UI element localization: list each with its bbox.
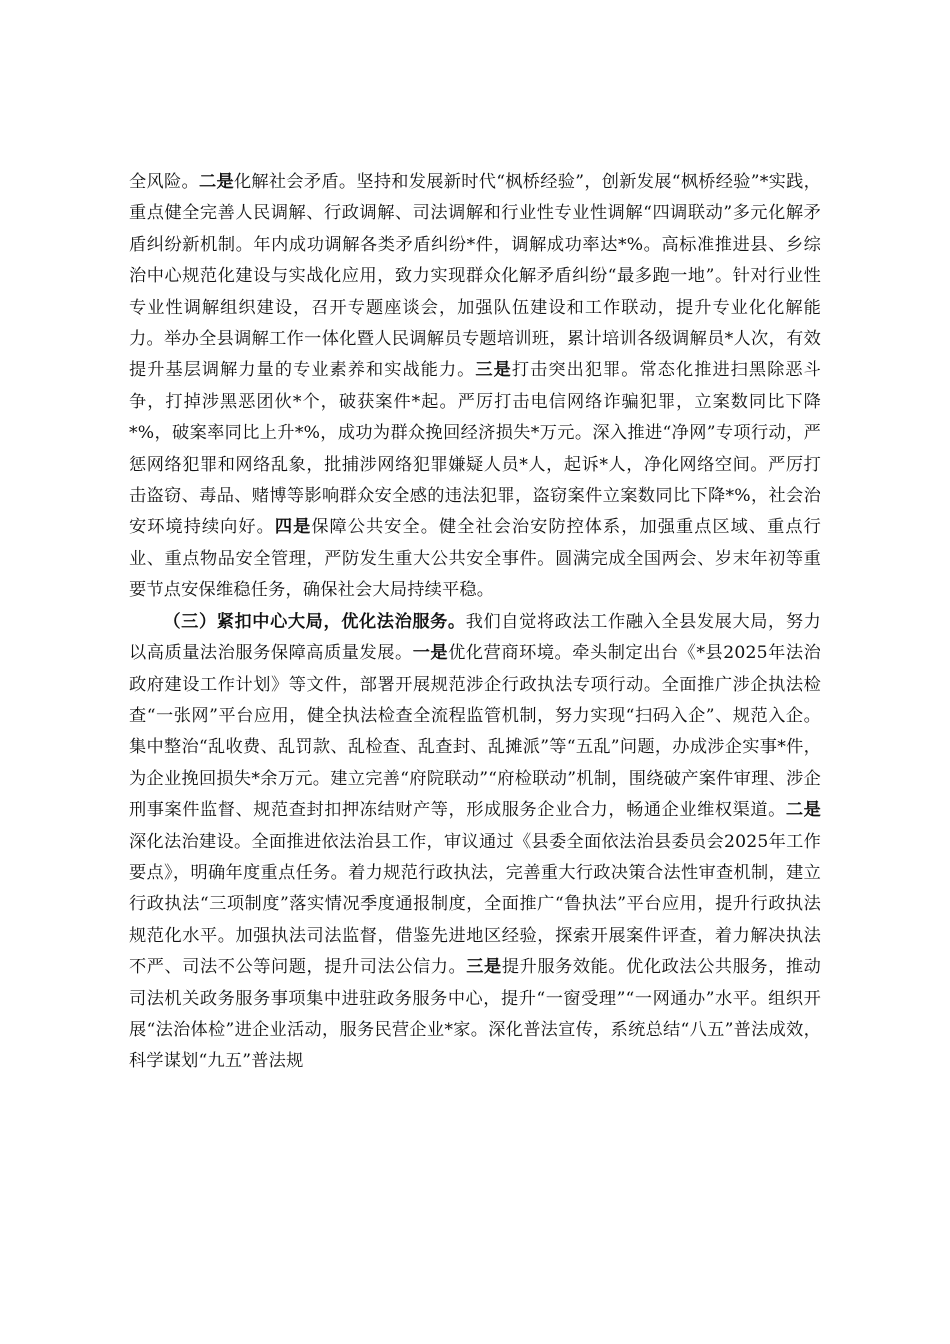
- text-run: 提升服务效能。优化政法公共服务，推动司法机关政务服务事项集中进驻政务服务中心，提升“一窗受理”“一网通办”水平。组织开展“法治体检”进企业活动，服务民营企业*家。深化普法宣传，系统总结“八五”普法成效，科学谋划“九五”普法规: [129, 957, 821, 1072]
- bold-marker-two: 二是: [198, 172, 234, 192]
- bold-marker-two: 二是: [785, 800, 821, 821]
- bold-marker-three: 三是: [466, 957, 502, 978]
- bold-marker-one: 一是: [412, 643, 449, 664]
- bold-marker-four: 四是: [274, 517, 312, 538]
- paragraph-legal-services: [129, 607, 821, 1078]
- text-run: 我们自觉将政法工作融入全县发展大局，努力以高质量法治服务保障高质量发展。: [129, 611, 821, 664]
- text-run: 保障公共安全。健全社会治安防控体系，加强重点区域、重点行业、重点物品安全管理，严防发生重大公共安全事件。圆满完成全国两会、岁末年初等重要节点安保维稳任务，确保社会大局持续平稳。: [129, 517, 821, 601]
- bold-marker-three: 三是: [475, 360, 512, 381]
- document-body: [129, 167, 821, 1078]
- text-run: 优化营商环境。牵头制定出台《*县2025年法治政府建设工作计划》等文件，部署开展规范涉企行政执法专项行动。全面推广涉企执法检查“一张网”平台应用，健全执法检查全流程监管机制，努力实现“扫码入企”、规范入企。集中整治“乱收费、乱罚款、乱检查、乱查封、乱摊派”等“五乱”问题，办成涉企实事*件，为企业挽回损失*余万元。建立完善“府院联动”“府检联动”机制，围绕破产案件审理、涉企刑事案件监督、规范查封扣押冻结财产等，形成服务企业合力，畅通企业维权渠道。: [129, 643, 822, 821]
- text-run: 深化法治建设。全面推进依法治县工作，审议通过《县委全面依法治县委员会2025年工作要点》，明确年度重点任务。着力规范行政执法，完善重大行政决策合法性审查机制，建立行政执法“三项制度”落实情况季度通报制度，全面推广“鲁执法”平台应用，提升行政执法规范化水平。加强执法司法监督，借鉴先进地区经验，探索开展案件评查，着力解决执法不严、司法不公等问题，提升司法公信力。: [129, 831, 821, 978]
- paragraph-risk-safety: [129, 167, 821, 607]
- text-run: 全风险。: [129, 172, 199, 192]
- text-run: 打击突出犯罪。常态化推进扫黑除恶斗争，打掉涉黑恶团伙*个，破获案件*起。严厉打击电信网络诈骗犯罪，立案数同比下降*%，破案率同比上升*%，成功为群众挽回经济损失*万元。深入推进“净网”专项行动，严惩网络犯罪和网络乱象，批捕涉网络犯罪嫌疑人员*人，起诉*人，净化网络空间。严厉打击盗窃、毒品、赌博等影响群众安全感的违法犯罪，盗窃案件立案数同比下降*%，社会治安环境持续向好。: [129, 360, 821, 538]
- section-heading: （三）紧扣中心大局，优化法治服务。: [163, 611, 466, 632]
- text-run: 化解社会矛盾。坚持和发展新时代“枫桥经验”，创新发展“枫桥经验”*实践，重点健全完善人民调解、行政调解、司法调解和行业性专业性调解“四调联动”多元化解矛盾纠纷新机制。年内成功调解各类矛盾纠纷*件，调解成功率达*%。高标准推进县、乡综治中心规范化建设与实战化应用，致力实现群众化解矛盾纠纷“最多跑一地”。针对行业性专业性调解组织建设，召开专题座谈会，加强队伍建设和工作联动，提升专业化化解能力。举办全县调解工作一体化暨人民调解员专题培训班，累计培训各级调解员*人次，有效提升基层调解力量的专业素养和实战能力。: [129, 172, 822, 381]
